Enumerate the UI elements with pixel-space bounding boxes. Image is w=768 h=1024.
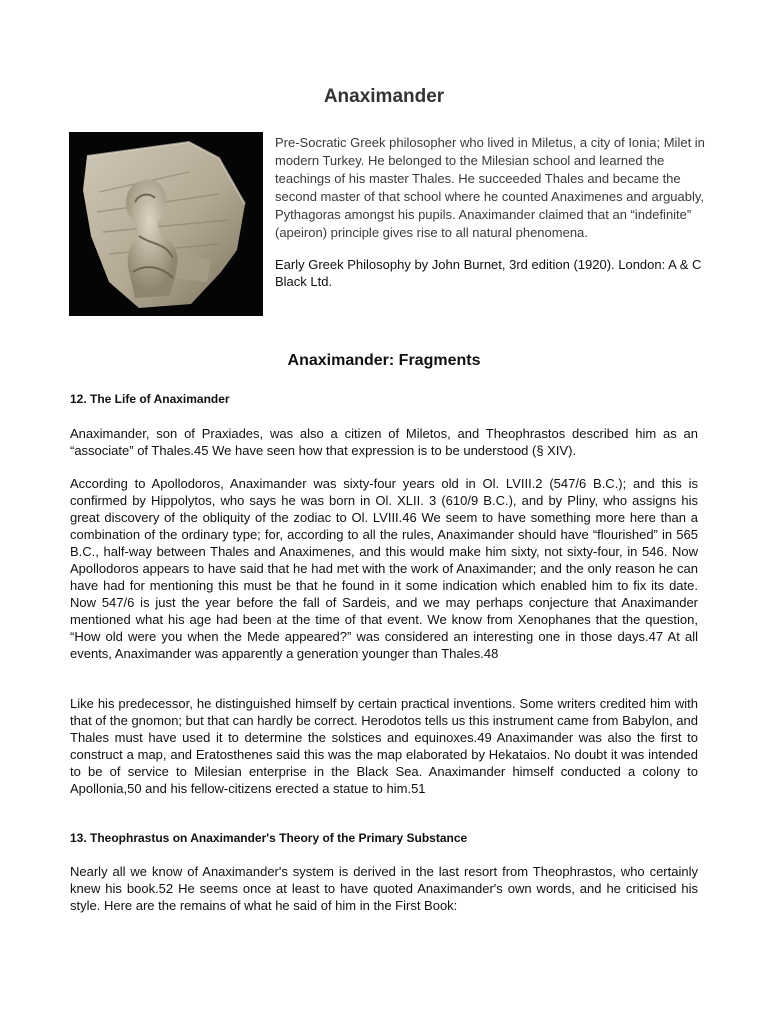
section-13-heading: 13. Theophrastus on Anaximander's Theory of the Primary Substance bbox=[70, 831, 468, 845]
intro-paragraph: Pre-Socratic Greek philosopher who lived in Miletus, a city of Ionia; Milet in modern Turkey. He belonged to the Milesian school and learned the teachings of his master Thales. He succeeded Thales and became the second master of that school where he counted Anaximenes and arguably, Pythagoras amongst his pupils. Anaximander claimed that an “indefinite” (apeiron) principle gives rise to all natural phenomena. bbox=[275, 135, 705, 241]
document-title: Anaximander bbox=[323, 86, 445, 107]
section-13-paragraph-1: Nearly all we know of Anaximander's system is derived in the last resort from Theophrastos, who certainly knew his book.52 He seems once at least to have quoted Anaximander's own words, and he criticised his style. Here are the remains of what he said of him in the First Book: bbox=[70, 864, 698, 913]
relief-image-svg bbox=[69, 132, 263, 316]
fragments-heading: Anaximander: Fragments bbox=[287, 352, 481, 369]
anaximander-relief-image bbox=[69, 132, 263, 316]
section-12-paragraph-3: Like his predecessor, he distinguished himself by certain practical inventions. Some writers credited him with that of the gnomon; but that can hardly be correct. Herodotos tells us this instrument came from Babylon, and Thales must have used it to determine the solstices and equinoxes.49 Anaximander was also the first to construct a map, and Eratosthenes said this was the map elaborated by Hekataios. No doubt it was intended to be of service to Milesian enterprise in the Black Sea. Anaximander himself conducted a colony to Apollonia,50 and his fellow-citizens erected a statue to him.51 bbox=[70, 696, 698, 796]
source-citation: Early Greek Philosophy by John Burnet, 3rd edition (1920). London: A & C Black Ltd. bbox=[275, 257, 702, 289]
section-12-paragraph-2: According to Apollodoros, Anaximander was sixty-four years old in Ol. LVIII.2 (547/6 B.C.); and this is confirmed by Hippolytos, who says he was born in Ol. XLII. 3 (610/9 B.C.), and by Pliny, who assigns his great discovery of the obliquity of the zodiac to Ol. LVIII.46 We seem to have something more here than a combination of the ordinary type; for, according to all the rules, Anaximander should have “flourished” in 565 B.C., half-way between Thales and Anaximenes, and this would make him sixty, not sixty-four, in 546. Now Apollodoros appears to have said that he had met with the work of Anaximander; and the only reason he can have had for mentioning this must be that he found in it some indication which enabled him to fix its date. Now 547/6 is just the year before the fall of Sardeis, and we may perhaps conjecture that Anaximander mentioned what his age had been at the time of that event. We know from Xenophanes that the question, “How old were you when the Mede appeared?” was considered an interesting one in those days.47 At all events, Anaximander was apparently a generation younger than Thales.48 bbox=[70, 476, 698, 661]
section-12-paragraph-1: Anaximander, son of Praxiades, was also a citizen of Miletos, and Theophrastos described him as an “associate” of Thales.45 We have seen how that expression is to be understood (§ XIV). bbox=[70, 426, 698, 458]
section-12-heading: 12. The Life of Anaximander bbox=[70, 392, 230, 406]
